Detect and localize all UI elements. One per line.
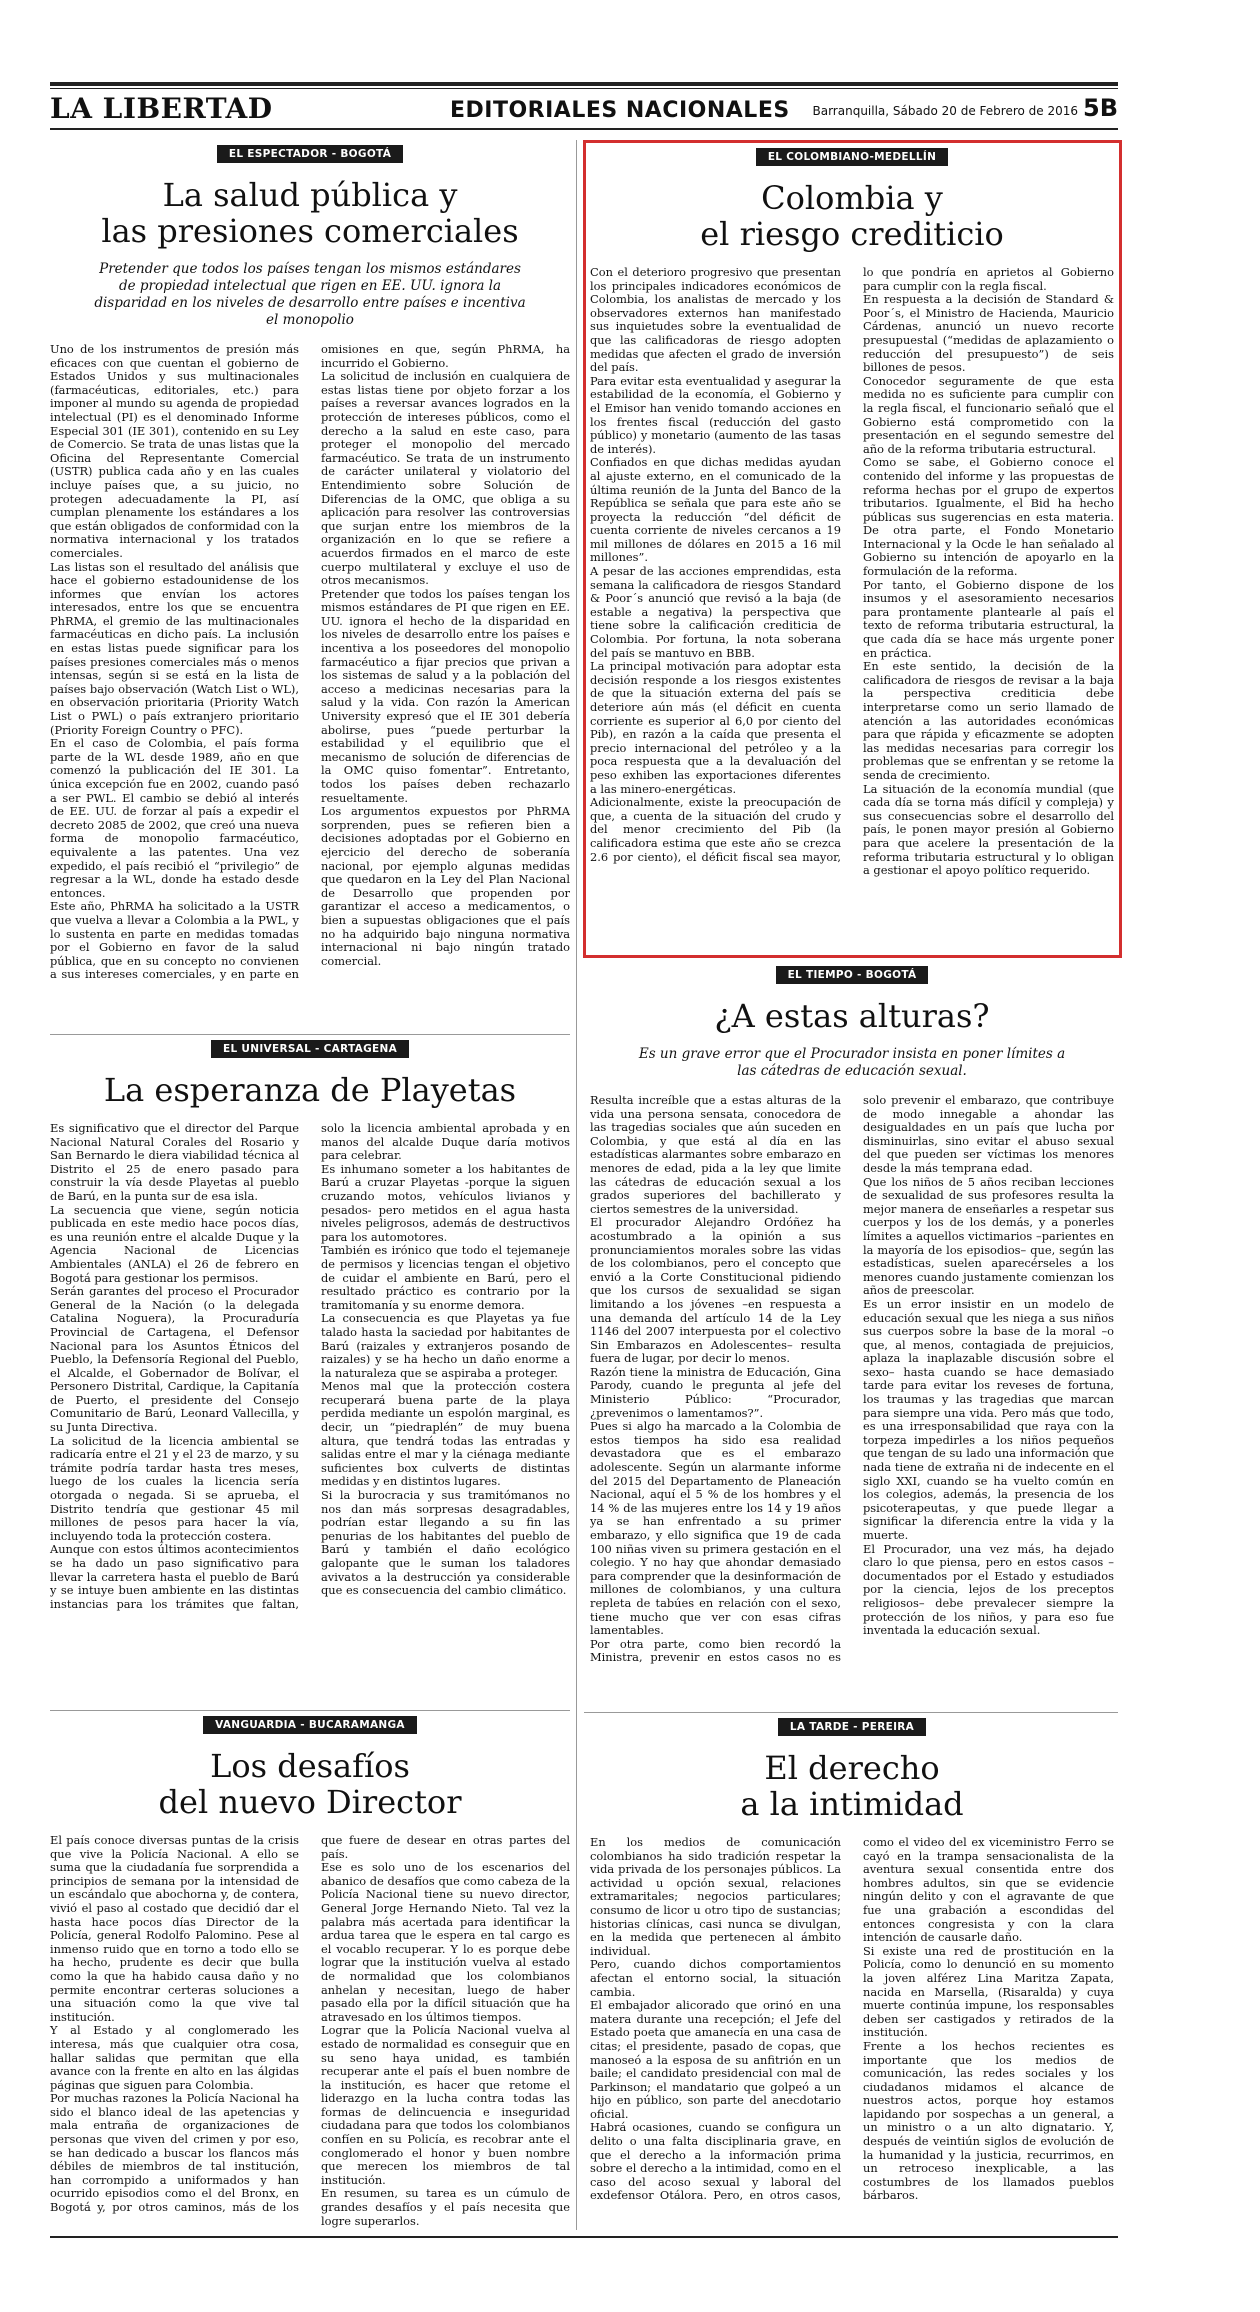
newspaper-name: LA LIBERTAD [50,92,273,125]
article-headline: La esperanza de Playetas [103,1071,517,1109]
top-rule [50,82,1118,86]
column-divider [576,140,577,2230]
article-salud [50,145,570,1013]
masthead-rule [50,128,1118,130]
article-headline: ¿A estas alturas? [714,997,990,1035]
article-headline: La salud pública y las presiones comerciales [101,176,519,250]
top-rule-thin [50,88,1118,89]
article-alturas [590,966,1114,1754]
article-source: LA TARDE - PEREIRA [778,1718,926,1736]
article-playetas [50,1040,570,1692]
article-divider [584,1712,1118,1713]
article-intimidad [590,1718,1114,2226]
bottom-rule [50,2236,1118,2238]
article-body: Con el deterioro progresivo que presentan los principales indicadores económicos de Colombia, los analistas de mercado y los observadores externos han manifestado sus inquietudes sobre la eventualidad de que las calificadoras de riesgo adopten medidas que afecten el grado de inversión del país. Para evitar esta eventualidad y asegurar la estabilidad de la economía, el Gobierno y el Emisor han venido tomando acciones en los frentes fiscal (reducción del gasto público) y monetario (aumento de las tasas de interés). Confiados en que dichas medidas ayudan al ajuste externo, en el comunicado de la última reunión de la Junta del Banco de la República se señala que para este año se proyecta la reducción “del déficit de cuenta corriente de niveles cercanos a 19 mil millones de dólares en 2015 a 16 mil millones”. A pesar de las acciones emprendidas, esta semana la calificadora de riesgos Standard & Poor´s anunció que revisó a la baja (de estable a negativa) la perspectiva que tiene sobre la calificación crediticia de Colombia. Por fortuna, la nota soberana del país se mantuvo en BBB. La principal motivación para adoptar esta decisión responde a los riesgos existentes de que la situación externa del país se deteriore aún más (el déficit en cuenta corriente es superior al 6,0 por ciento del Pib), en razón a la caída que presenta el precio internacional del petróleo y a la poca respuesta que a la devaluación del peso exhiben las exportaciones diferentes a las minero-energéticas. Adicionalmente, existe la preocupación de que, a cuenta de la situación del crudo y del menor crecimiento del Pib (la calificadora estima que este año se crezca 2.6 por ciento), el déficit fiscal sea mayor, lo que pondría en aprietos al Gobierno para cumplir con la regla fiscal. En respuesta a la decisión de Standard & Poor´s, el Ministro de Hacienda, Mauricio Cárdenas, anunció un nuevo recorte presupuestal (“medidas de aplazamiento o reducción del presupuesto”) de seis billones de pesos. Conocedor seguramente de que esta medida no es suficiente para cumplir con la regla fiscal, el funcionario señaló que el Gobierno está comprometido con la presentación en el segundo semestre del año de la reforma tributaria estructural. Como se sabe, el Gobierno conoce el contenido del informe y las propuestas de reforma hechas por el grupo de expertos tributarios. Igualmente, el Bid ha hecho públicas sus sugerencias en esta materia. De otra parte, el Fondo Monetario Internacional y la Ocde le han señalado al Gobierno su intención de apoyarlo en la formulación de la reforma. Por tanto, el Gobierno dispone de los insumos y el asesoramiento necesarios para prontamente plantearle al país el texto de reforma tributaria estructural, la que cada día se hace más urgente poner en práctica. En este sentido, la decisión de la calificadora de riesgos de revisar a la baja la perspectiva crediticia debe interpretarse como un serio llamado de atención a las autoridades económicas para que rápida y eficazmente se adopten las medidas necesarias para corregir los problemas que se enfrentan y se retome la senda de crecimiento. La situación de la economía mundial (que cada día se torna más difícil y compleja) y sus consecuencias sobre el desarrollo del país, le ponen mayor presión al Gobierno para que acelere la presentación de la reforma tributaria estructural y lo obligan a gestionar el apoyo político requerido. [590,265,1114,878]
article-headline: Los desafíos del nuevo Director [158,1747,462,1821]
article-deck: Pretender que todos los países tengan los mismos estándares de propiedad intelectual que rigen en EE. UU. ignora la disparidad en los niveles de desarrollo entre países e incentiva el monopolio [94,261,526,328]
article-divider [50,1034,570,1035]
article-divider [50,1710,570,1711]
article-headline: Colombia y el riesgo crediticio [700,179,1004,253]
page-number: 5B [1083,94,1118,122]
article-source: EL ESPECTADOR - BOGOTÁ [217,145,403,163]
article-body: En los medios de comunicación colombianos ha sido tradición respetar la vida privada de los personajes públicos. La actividad u opción sexual, relaciones extramaritales; negocios particulares; consumo de licor u otro tipo de sustancias; historias clínicas, casi nunca se divulgan, en la medida que pertenecen al ámbito individual. Pero, cuando dichos comportamientos afectan el entorno social, la situación cambia. El embajador alicorado que orinó en una matera durante una recepción; el Jefe del Estado poeta que amanecía en una casa de citas; el presidente, pasado de copas, que manoseó a la esposa de su anfitrión en un baile; el candidato presidencial con mal de Parkinson; el mandatario que golpeó a un hijo en público, son parte del anecdotario oficial. Habrá ocasiones, cuando se configura un delito o una falta disciplinaria grave, en que el derecho a la información prima sobre el derecho a la intimidad, como en el caso del acoso sexual y laboral del exdefensor Otálora. Pero, en otros casos, como el video del ex viceministro Ferro se cayó en la trampa sensacionalista de la aventura sexual consentida entre dos hombres adultos, sin que se evidencie ningún delito y con el agravante de que fue una grabación a escondidas del entonces congresista y con la clara intención de causarle daño. Si existe una red de prostitución en la Policía, como lo denunció en su momento la joven alférez Lina Maritza Zapata, nacida en Marsella, (Risaralda) y cuya muerte continúa impune, los responsables deben ser castigados y retirados de la institución. Frente a los hechos recientes es importante que los medios de comunicación, las redes sociales y los ciudadanos midamos el alcance de nuestros actos, porque hoy estamos lapidando por sospechas a un general, a un ministro o a un alto dignatario. Y, después de veintiún siglos de evolución de la humanidad y la justicia, recurrimos, en un retroceso inexplicable, a las costumbres de los llamados pueblos bárbaros. [590,1835,1114,2203]
article-source: EL UNIVERSAL - CARTAGENA [211,1040,409,1058]
article-body: Es significativo que el director del Parque Nacional Natural Corales del Rosario y San Bernardo le diera viabilidad técnica al Distrito el 25 de enero pasado para construir la vía desde Playetas al pueblo de Barú, en la punta sur de esa isla. La secuencia que viene, según noticia publicada en este medio hace pocos días, es una reunión entre el alcalde Duque y la Agencia Nacional de Licencias Ambientales (ANLA) el 26 de febrero en Bogotá para gestionar los permisos. Serán garantes del proceso el Procurador General de la Nación (o la delegada Catalina Noguera), la Procuraduría Provincial de Cartagena, el Defensor Nacional para los Asuntos Étnicos del Pueblo, la Defensoría Regional del Pueblo, el Alcalde, el Gobernador de Bolívar, el Personero Distrital, Cardique, la Capitanía de Puerto, el presidente del Consejo Comunitario de Barú, Leonard Vallecilla, y su Junta Directiva. La solicitud de la licencia ambiental se radicaría entre el 21 y el 23 de marzo, y su trámite podría tardar hasta tres meses, luego de los cuales la licencia sería otorgada o negada. Si se aprueba, el Distrito tendría que gestionar 45 mil millones de pesos para hacer la vía, incluyendo toda la protección costera. Aunque con estos últimos acontecimientos se ha dado un paso significativo para llevar la carretera hasta el pueblo de Barú y se intuye buen ambiente en las distintas instancias para los trámites que faltan, solo la licencia ambiental aprobada y en manos del alcalde Duque daría motivos para celebrar. Es inhumano someter a los habitantes de Barú a cruzar Playetas -porque la siguen cruzando motos, vehículos livianos y pesados- pero metidos en el agua hasta niveles peligrosos, además de destructivos para los automotores. También es irónico que todo el tejemaneje de permisos y licencias tengan el objetivo de cuidar el ambiente en Barú, pero el resultado práctico es contrario por la tramitomanía y su enorme demora. La consecuencia es que Playetas ya fue talado hasta la saciedad por habitantes de Barú (raizales y extranjeros posando de raizales) y se ha hecho un daño enorme a la naturaleza que se aspiraba a proteger. Menos mal que la protección costera recuperará buena parte de la playa perdida mediante un espolón marginal, es decir, un “piedraplén” de muy buena altura, que tendrá todas las entradas y salidas entre el mar y la ciénaga mediante suficientes box culverts de distintas medidas y en distintos lugares. Si la burocracia y sus tramitómanos no nos dan más sorpresas desagradables, podrían estar llegando a su fin las penurias de los habitantes del pueblo de Barú y también el daño ecológico galopante que le suman los taladores avivatos a la destrucción ya considerable que es consecuencia del cambio climático. [50,1121,570,1611]
article-body: Resulta increíble que a estas alturas de la vida una persona sensata, conocedora de las tragedias sociales que aún suceden en Colombia, y que está al día en las estadísticas alarmantes sobre embarazo en menores de edad, pida a la ley que limite las cátedras de educación sexual a los grados superiores del bachillerato y ciertos semestres de la universidad. El procurador Alejandro Ordóñez ha acostumbrado a la opinión a sus pronunciamientos morales sobre las vidas de los colombianos, pero el concepto que envió a la Corte Constitucional pidiendo que los cursos de sexualidad se sigan limitando a los jóvenes –en respuesta a una demanda del artículo 14 de la Ley 1146 del 2007 interpuesta por el colectivo Sin Embarazos en Adolescentes– resulta fuera de lugar, por decir lo menos. Razón tiene la ministra de Educación, Gina Parody, cuando le pregunta al jefe del Ministerio Público: “Procurador, ¿prevenimos o lamentamos?”. Pues si algo ha marcado a la Colombia de estos tiempos ha sido esa realidad devastadora que es el embarazo adolescente. Según un alarmante informe del 2015 del Departamento de Planeación Nacional, aquí el 5 % de los hombres y el 14 % de las mujeres entre los 14 y 19 años ya se han enfrentado a su primer embarazo, y ello significa que 19 de cada 100 niñas viven su primera gestación en el colegio. Y no hay que ahondar demasiado para comprender que la desinformación de millones de colombianos, y una cultura repleta de tabúes en relación con el sexo, tiene mucho que ver con esas cifras lamentables. Por otra parte, como bien recordó la Ministra, prevenir en estos casos no es solo prevenir el embarazo, que contribuye de modo innegable a ahondar las desigualdades en un país que lucha por disminuirlas, sino evitar el abuso sexual del que pueden ser víctimas los menores desde la más temprana edad. Que los niños de 5 años reciban lecciones de sexualidad de sus profesores resulta la mejor manera de enseñarles a respetar sus cuerpos y los de los demás, y a ponerles límites a aquellos victimarios –parientes en la mayoría de los episodios– que, según las estadísticas, suelen aparecérseles a los menores cuando justamente comienzan los años de preescolar. Es un error insistir en un modelo de educación sexual que les niega a sus niños sus cuerpos sobre la base de la moral –o que, al menos, contagiada de prejuicios, aplaza la inaplazable discusión sobre el sexo– hasta cuando se hace demasiado tarde para evitar los reveses de fortuna, los traumas y las tragedias que marcan para siempre una vida. Pero más que todo, es una irresponsabilidad que raya con la torpeza impedirles a los niños pequeños que tengan de su lado una información que nada tiene de extraña ni de indecente en el siglo XXI, cuando se ha vuelto común en los colegios, además, la presencia de los psicoterapeutas, y que puede llegar a significar la diferencia entre la vida y la muerte. El Procurador, una vez más, ha dejado claro lo que piensa, pero en estos casos –documentados por el Estado y estudiados por la ciencia, lejos de los preceptos religiosos– debe prevalecer siempre la protección de los niños, y para eso fue inventada la educación sexual. [590,1093,1114,1665]
article-body: El país conoce diversas puntas de la crisis que vive la Policía Nacional. A ello se suma que la ciudadanía fue sorprendida a principios de semana por la intensidad de un escándalo que abochorna y, de contera, vivió el paso al costado que decidió dar el hasta hace pocos días Director de la Policía, general Rodolfo Palomino. Pese al inmenso ruido que en torno a todo ello se ha hecho, prudente es decir que bulla como la que ha habido causa daño y no permite encontrar certeras soluciones a una situación como la que vive tal institución. Y al Estado y al conglomerado les interesa, más que cualquier otra cosa, hallar salidas que permitan que ella avance con la frente en alto en las álgidas páginas que siguen para Colombia. Por muchas razones la Policía Nacional ha sido el blanco ideal de las apetencias y mala entraña de organizaciones de personas que viven del crimen y por eso, se han dedicado a buscar los flancos más débiles de miembros de tal institución, han corrompido a uniformados y han ocurrido episodios como el del Bronx, en Bogotá y, por otros caminos, más de los que fuere de desear en otras partes del país. Ese es solo uno de los escenarios del abanico de desafíos que como cabeza de la Policía Nacional tiene su nuevo director, General Jorge Hernando Nieto. Tal vez la palabra más acertada para identificar la ardua tarea que le espera en tal cargo es el vocablo recuperar. Y lo es porque debe lograr que la institución vuelva al estado de normalidad que los colombianos anhelan y necesitan, luego de haber pasado ella por la difícil situación que ha atravesado en los últimos tiempos. Lograr que la Policía Nacional vuelva al estado de normalidad es conseguir que en su seno haya unidad, es también recuperar ante el país el buen nombre de la institución, es hacer que retome el liderazgo en la lucha contra todas las formas de delincuencia e inseguridad ciudadana para que todos los colombianos confíen en su Policía, es recobrar ante el conglomerado el honor y buen nombre que merecen los miembros de tal institución. En resumen, su tarea es un cúmulo de grandes desafíos y el país necesita que logre superarlos. [50,1833,570,2228]
section-name: EDITORIALES NACIONALES [450,98,790,123]
article-source: EL COLOMBIANO-MEDELLÍN [756,148,948,166]
article-headline: El derecho a la intimidad [740,1749,964,1823]
issue-date: Barranquilla, Sábado 20 de Febrero de 2016 [812,104,1078,118]
article-source: VANGUARDIA - BUCARAMANGA [203,1716,417,1734]
article-body: Uno de los instrumentos de presión más eficaces con que cuentan el gobierno de Estados Unidos y sus multinacionales (farmacéuticas, editoriales, etc.) para imponer al mundo su agenda de propiedad intelectual (PI) es el denominado Informe Especial 301 (IE 301), contenido en su Ley de Comercio. Se trata de unas listas que la Oficina del Representante Comercial (USTR) publica cada año y en las cuales incluye países que, a su juicio, no protegen adecuadamente la PI, así cumplan plenamente los estándares a los que están obligados de conformidad con la normativa internacional y los tratados comerciales. Las listas son el resultado del análisis que hace el gobierno estadounidense de los informes que envían los actores interesados, entre los que se encuentra PhRMA, el gremio de las multinacionales farmacéuticas en dicho país. La inclusión en estas listas puede significar para los países presiones comerciales más o menos intensas, según si se está en la lista de países bajo observación (Watch List o WL), en observación prioritaria (Priority Watch List o PWL) o país extranjero prioritario (Priority Foreign Country o PFC). En el caso de Colombia, el país forma parte de la WL desde 1989, año en que comenzó la publicación del IE 301. La única excepción fue en 2002, cuando pasó a ser PWL. El cambio se debió al interés de EE. UU. de forzar al país a expedir el decreto 2085 de 2002, que creó una nueva forma de monopolio farmacéutico, equivalente a las patentes. Una vez expedido, el país recibió el “privilegio” de regresar a la WL, donde ha estado desde entonces. Este año, PhRMA ha solicitado a la USTR que vuelva a llevar a Colombia a la PWL, y lo sustenta en parte en medidas tomadas por el Gobierno en favor de la salud pública, que en su concepto no convienen a sus intereses comerciales, y en parte en omisiones en que, según PhRMA, ha incurrido el Gobierno. La solicitud de inclusión en cualquiera de estas listas tiene por objeto forzar a los países a reversar avances logrados en la protección de intereses públicos, como el derecho a la salud en este caso, para proteger el monopolio del mercado farmacéutico. Se trata de un instrumento de carácter unilateral y violatorio del Entendimiento sobre Solución de Diferencias de la OMC, que obliga a su aplicación para resolver las controversias que surjan entre los miembros de la organización en lo que se refiere a acuerdos firmados en el marco de este cuerpo multilateral y excluye el uso de otros mecanismos. Pretender que todos los países tengan los mismos estándares de PI que rigen en EE. UU. ignora el hecho de la disparidad en los niveles de desarrollo entre los países e incentiva a los poseedores del monopolio farmacéutico a fijar precios que privan a los sistemas de salud y a la población del acceso a medicinas necesarias para la salud y la vida. Con razón la American University expresó que el IE 301 debería abolirse, pues “puede perturbar la estabilidad y el equilibrio que el mecanismo de solución de diferencias de la OMC quiso fomentar”. Entretanto, todos los países deben rechazarlo resueltamente. Los argumentos expuestos por PhRMA sorprenden, pues se refieren bien a decisiones adoptadas por el Gobierno en ejercicio del derecho de soberanía nacional, por ejemplo algunas medidas que quedaron en la Ley del Plan Nacional de Desarrollo que propenden por garantizar el acceso a medicamentos, o bien a supuestas obligaciones que el país no ha adquirido bajo ninguna normativa internacional ni bajo ningún tratado comercial. [50,342,570,982]
article-director [50,1716,570,2239]
article-source: EL TIEMPO - BOGOTÁ [776,966,929,984]
article-riesgo [590,148,1114,946]
article-deck: Es un grave error que el Procurador insista en poner límites a las cátedras de educación sexual. [638,1046,1066,1079]
masthead [50,92,1118,126]
